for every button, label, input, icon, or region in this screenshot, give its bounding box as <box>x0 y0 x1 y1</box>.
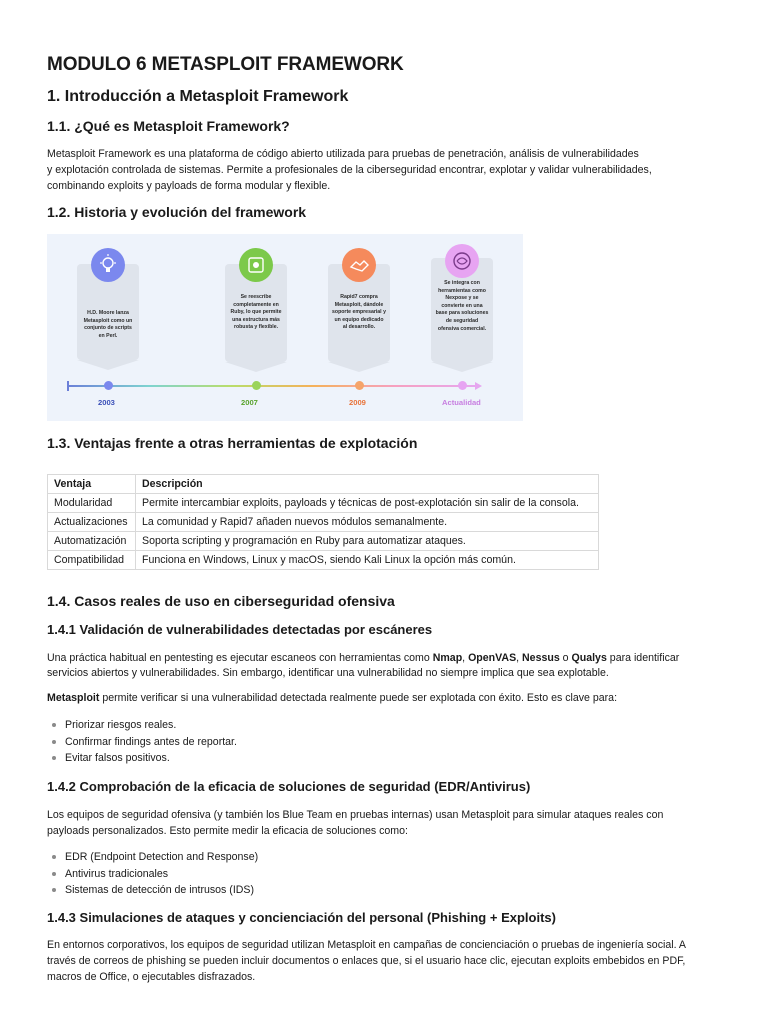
timeline-dot-2009 <box>355 381 364 390</box>
section-1-2-heading: 1.2. Historia y evolución del framework <box>47 204 307 220</box>
advantages-table <box>47 474 599 570</box>
history-timeline <box>47 234 523 421</box>
timeline-dot-actualidad <box>458 381 467 390</box>
text-run: , <box>516 652 523 664</box>
section-1-1-line-3: combinando exploits y payloads de forma modular y flexible. <box>47 180 331 192</box>
section-1-4-2-line-1: Los equipos de seguridad ofensiva (y también los Blue Team en pruebas internas) usan Metasploit para simular ataques reales con <box>47 809 664 821</box>
tool-name-nmap: Nmap <box>432 652 463 664</box>
section-1-4-2-list <box>47 849 258 899</box>
list-item: Evitar falsos positivos. <box>47 750 237 767</box>
text-run: para identificar <box>606 652 680 664</box>
section-1-1-heading: 1.1. ¿Qué es Metasploit Framework? <box>47 118 290 134</box>
section-1-4-1-heading: 1.4.1 Validación de vulnerabilidades detectadas por escáneres <box>47 622 433 637</box>
table-row <box>48 494 599 513</box>
list-item: Antivirus tradicionales <box>47 866 258 883</box>
timeline-year-2003: 2003 <box>98 398 115 407</box>
section-1-4-3-line-1: En entornos corporativos, los equipos de seguridad utilizan Metasploit en campañas de concienciación o pruebas de ingeniería social. A <box>47 939 686 951</box>
section-1-4-3-heading: 1.4.3 Simulaciones de ataques y concienciación del personal (Phishing + Exploits) <box>47 910 556 925</box>
timeline-year-2009: 2009 <box>349 398 366 407</box>
text-run: , <box>462 652 469 664</box>
handshake-icon <box>342 248 376 282</box>
table-cell: Modularidad <box>48 494 136 513</box>
integration-icon <box>445 244 479 278</box>
table-cell: Soporta scripting y programación en Ruby para automatizar ataques. <box>136 532 599 551</box>
list-item: Sistemas de detección de intrusos (IDS) <box>47 882 258 899</box>
table-cell: La comunidad y Rapid7 añaden nuevos módulos semanalmente. <box>136 513 599 532</box>
section-1-4-2-heading: 1.4.2 Comprobación de la eficacia de soluciones de seguridad (EDR/Antivirus) <box>47 779 531 794</box>
timeline-axis <box>67 385 477 387</box>
text-run: permite verificar si una vulnerabilidad detectada realmente puede ser explotada con éxito. Esto es clave para: <box>99 692 618 704</box>
tool-name-qualys: Qualys <box>571 652 607 664</box>
page-title: MODULO 6 METASPLOIT FRAMEWORK <box>47 54 404 75</box>
table-header-cell: Descripción <box>136 475 599 494</box>
metasploit-bold: Metasploit <box>47 692 100 704</box>
table-row <box>48 513 599 532</box>
table-cell: Actualizaciones <box>48 513 136 532</box>
table-cell: Automatización <box>48 532 136 551</box>
section-1-heading: 1. Introducción a Metasploit Framework <box>47 88 349 105</box>
section-1-3-heading: 1.3. Ventajas frente a otras herramientas de explotación <box>47 435 418 451</box>
table-cell: Compatibilidad <box>48 551 136 570</box>
timeline-year-2007: 2007 <box>241 398 258 407</box>
section-1-4-1-paragraph-1-line-1 <box>47 650 712 666</box>
timeline-dot-2003 <box>104 381 113 390</box>
section-1-4-2-line-2: payloads personalizados. Esto permite medir la eficacia de soluciones como: <box>47 825 408 837</box>
tool-name-openvas: OpenVAS <box>468 652 517 664</box>
table-header-row <box>48 475 599 494</box>
timeline-arrow <box>475 382 482 390</box>
table-row <box>48 532 599 551</box>
timeline-dot-2007 <box>252 381 261 390</box>
list-item: EDR (Endpoint Detection and Response) <box>47 849 258 866</box>
timeline-text-actualidad: Se integra con herramientas como Nexpose y se convierte en una base para soluciones de seguridad ofensiva comercial. <box>435 280 489 332</box>
lightbulb-icon <box>91 248 125 282</box>
section-1-4-1-paragraph-2 <box>47 690 712 706</box>
section-1-1-line-1: Metasploit Framework es una plataforma de código abierto utilizada para pruebas de penetración, análisis de vulnerabilidades <box>47 148 639 160</box>
section-1-4-1-list <box>47 717 237 767</box>
timeline-year-actualidad: Actualidad <box>442 398 481 407</box>
section-1-4-3-line-3: macros de Office, o ejecutables disfrazados. <box>47 971 256 983</box>
text-run: o <box>559 652 572 664</box>
tool-name-nessus: Nessus <box>522 652 560 664</box>
text-run: Una práctica habitual en pentesting es ejecutar escaneos con herramientas como <box>47 652 433 664</box>
table-cell: Permite intercambiar exploits, payloads y técnicas de post-explotación sin salir de la consola. <box>136 494 599 513</box>
timeline-text-2009: Rapid7 compra Metasploit, dándole soporte empresarial y un equipo dedicado al desarrollo. <box>332 294 386 331</box>
section-1-1-line-2: y explotación controlada de sistemas. Permite a profesionales de la ciberseguridad encontrar, explotar y validar vulnerabilidades, <box>47 164 652 176</box>
list-item: Priorizar riesgos reales. <box>47 717 237 734</box>
table-row <box>48 551 599 570</box>
timeline-text-2007: Se reescribe completamente en Ruby, lo que permite una estructura más robusta y flexible. <box>230 294 282 331</box>
table-header-cell: Ventaja <box>48 475 136 494</box>
list-item: Confirmar findings antes de reportar. <box>47 734 237 751</box>
section-1-4-heading: 1.4. Casos reales de uso en ciberseguridad ofensiva <box>47 593 395 609</box>
section-1-4-1-paragraph-1-line-2: servicios abiertos y vulnerabilidades. Sin embargo, identificar una vulnerabilidad no siempre implica que sea explotable. <box>47 667 609 679</box>
table-cell: Funciona en Windows, Linux y macOS, siendo Kali Linux la opción más común. <box>136 551 599 570</box>
section-1-4-3-line-2: través de correos de phishing se pueden incluir documentos o enlaces que, si el usuario hace clic, ejecutan exploits embebidos en PDF, <box>47 955 686 967</box>
code-rewrite-icon <box>239 248 273 282</box>
timeline-text-2003: H.D. Moore lanza Metasploit como un conjunto de scripts en Perl. <box>83 310 133 339</box>
